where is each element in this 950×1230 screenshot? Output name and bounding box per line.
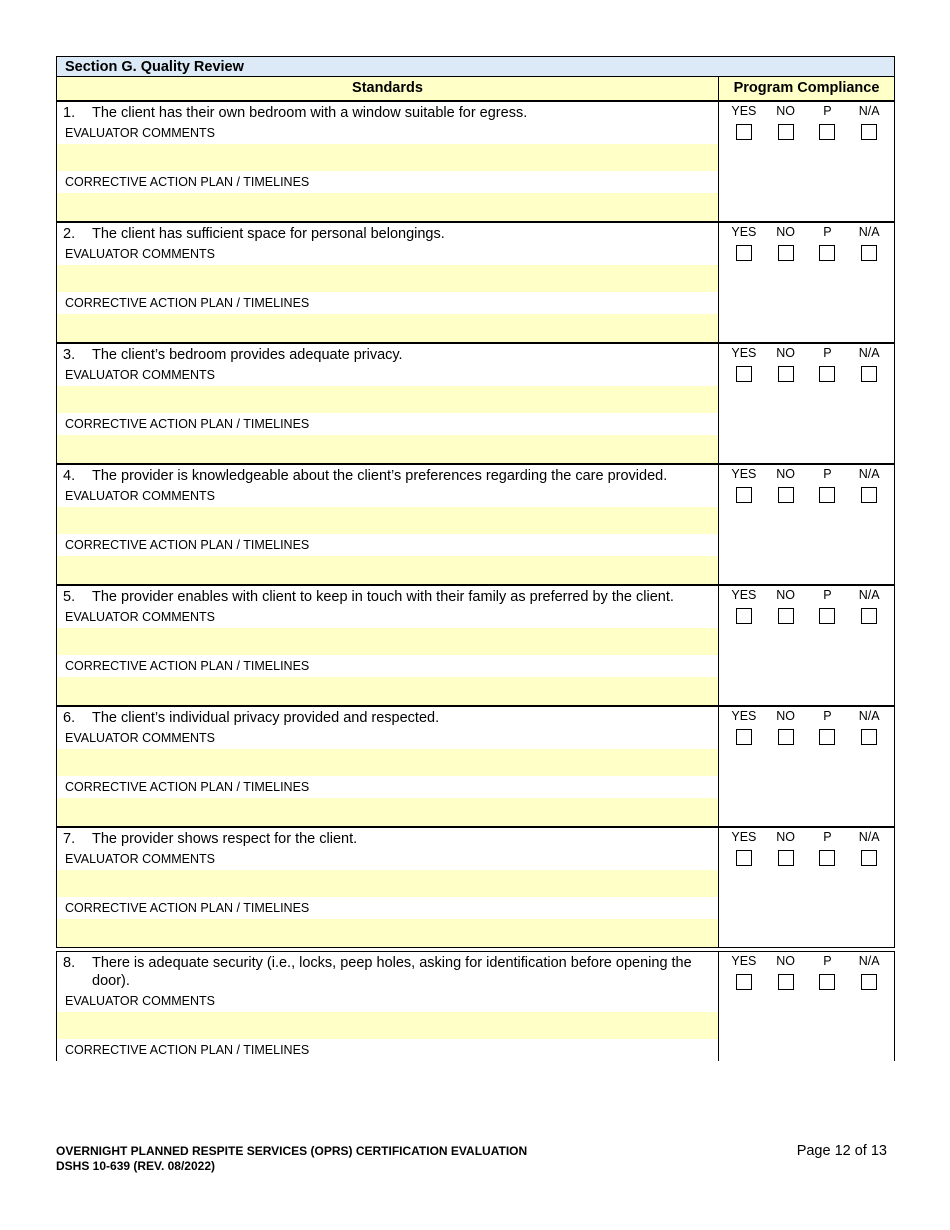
standard-text-row: [57, 102, 718, 122]
compliance-checkbox-group: [719, 467, 894, 503]
compliance-checkbox-group: [719, 709, 894, 745]
compliance-option-label: NO: [776, 830, 795, 844]
compliance-checkbox-no[interactable]: [778, 850, 794, 866]
corrective-action-label: CORRECTIVE ACTION PLAN / TIMELINES: [65, 417, 310, 431]
standards-header: Standards: [57, 77, 719, 100]
compliance-option-label: P: [823, 225, 832, 239]
evaluator-comments-field[interactable]: [57, 628, 718, 655]
standard-content: [57, 707, 719, 826]
compliance-option-label: YES: [731, 954, 757, 968]
compliance-checkbox-p[interactable]: [819, 124, 835, 140]
evaluator-comments-field[interactable]: [57, 144, 718, 171]
standard-number: 6.: [63, 710, 76, 726]
evaluator-comments-label: EVALUATOR COMMENTS: [65, 994, 216, 1008]
compliance-option-yes: [724, 954, 764, 990]
evaluator-comments-field[interactable]: [57, 749, 718, 776]
standard-number: 2.: [63, 226, 76, 242]
compliance-option-p: [807, 467, 847, 503]
compliance-option-p: [807, 709, 847, 745]
compliance-checkbox-p[interactable]: [819, 245, 835, 261]
compliance-option-no: [766, 104, 806, 140]
standard-item: [56, 464, 895, 585]
compliance-option-na: [849, 830, 889, 866]
compliance-checkbox-group: [719, 588, 894, 624]
evaluator-comments-label: EVALUATOR COMMENTS: [65, 852, 216, 866]
standard-content: [57, 223, 719, 342]
standard-text-row: [57, 707, 718, 727]
corrective-action-label: CORRECTIVE ACTION PLAN / TIMELINES: [65, 175, 310, 189]
quality-review-form: [56, 56, 895, 1061]
corrective-action-field[interactable]: [57, 556, 718, 584]
standard-text-row: [57, 586, 718, 606]
standard-text: The client’s individual privacy provided and respected.: [92, 710, 440, 726]
compliance-checkbox-na[interactable]: [861, 487, 877, 503]
compliance-checkbox-na[interactable]: [861, 608, 877, 624]
corrective-action-field[interactable]: [57, 314, 718, 342]
compliance-checkbox-yes[interactable]: [736, 850, 752, 866]
standard-text-row: [57, 344, 718, 364]
corrective-action-field[interactable]: [57, 435, 718, 463]
compliance-option-p: [807, 954, 847, 990]
compliance-options: [719, 223, 894, 342]
compliance-option-na: [849, 225, 889, 261]
standard-item: [56, 585, 895, 706]
compliance-option-label: N/A: [858, 954, 880, 968]
standard-item: [56, 827, 895, 948]
compliance-option-label: NO: [776, 954, 795, 968]
standard-number: 5.: [63, 589, 76, 605]
standard-item: [56, 951, 895, 1061]
compliance-option-na: [849, 104, 889, 140]
compliance-option-yes: [724, 346, 764, 382]
standard-number: 3.: [63, 347, 76, 363]
compliance-option-p: [807, 346, 847, 382]
evaluator-comments-field[interactable]: [57, 265, 718, 292]
compliance-option-label: NO: [776, 467, 795, 481]
standard-content: [57, 828, 719, 947]
corrective-action-label: CORRECTIVE ACTION PLAN / TIMELINES: [65, 538, 310, 552]
compliance-option-label: P: [823, 467, 832, 481]
compliance-checkbox-group: [719, 346, 894, 382]
corrective-action-label: CORRECTIVE ACTION PLAN / TIMELINES: [65, 780, 310, 794]
compliance-option-label: N/A: [858, 830, 880, 844]
corrective-action-field[interactable]: [57, 193, 718, 221]
evaluator-comments-label: EVALUATOR COMMENTS: [65, 368, 216, 382]
compliance-option-yes: [724, 709, 764, 745]
compliance-option-p: [807, 104, 847, 140]
compliance-checkbox-no[interactable]: [778, 487, 794, 503]
standard-item: [56, 101, 895, 222]
standard-text: The client’s bedroom provides adequate privacy.: [92, 347, 403, 363]
standard-number: 1.: [63, 105, 76, 121]
compliance-option-no: [766, 588, 806, 624]
compliance-option-label: YES: [731, 467, 757, 481]
compliance-option-na: [849, 709, 889, 745]
compliance-option-label: NO: [776, 588, 795, 602]
compliance-checkbox-no[interactable]: [778, 608, 794, 624]
standard-text: There is adequate security (i.e., locks, peep holes, asking for identification before opening the door).: [92, 955, 692, 989]
compliance-option-label: N/A: [858, 467, 880, 481]
compliance-option-no: [766, 346, 806, 382]
compliance-options: [719, 465, 894, 584]
evaluator-comments-label: EVALUATOR COMMENTS: [65, 610, 216, 624]
compliance-option-no: [766, 709, 806, 745]
standard-text-row: [57, 223, 718, 243]
compliance-option-label: NO: [776, 104, 795, 118]
compliance-option-label: N/A: [858, 346, 880, 360]
compliance-checkbox-group: [719, 225, 894, 261]
corrective-action-label: CORRECTIVE ACTION PLAN / TIMELINES: [65, 901, 310, 915]
compliance-options: [719, 828, 894, 947]
corrective-action-field[interactable]: [57, 798, 718, 826]
compliance-checkbox-yes[interactable]: [736, 366, 752, 382]
compliance-checkbox-p[interactable]: [819, 608, 835, 624]
compliance-checkbox-p[interactable]: [819, 974, 835, 990]
standard-text: The provider enables with client to keep in touch with their family as preferred by the client.: [92, 589, 674, 605]
compliance-checkbox-p[interactable]: [819, 366, 835, 382]
standard-item: [56, 706, 895, 827]
compliance-checkbox-p[interactable]: [819, 850, 835, 866]
compliance-option-label: P: [823, 104, 832, 118]
compliance-checkbox-no[interactable]: [778, 729, 794, 745]
compliance-option-na: [849, 954, 889, 990]
evaluator-comments-label: EVALUATOR COMMENTS: [65, 489, 216, 503]
compliance-option-na: [849, 588, 889, 624]
corrective-action-field[interactable]: [57, 677, 718, 705]
compliance-option-yes: [724, 467, 764, 503]
compliance-options: [719, 102, 894, 221]
evaluator-comments-label: EVALUATOR COMMENTS: [65, 247, 216, 261]
evaluator-comments-field[interactable]: [57, 870, 718, 897]
compliance-checkbox-no[interactable]: [778, 366, 794, 382]
compliance-option-yes: [724, 104, 764, 140]
compliance-option-label: P: [823, 588, 832, 602]
compliance-checkbox-yes[interactable]: [736, 245, 752, 261]
standard-content: [57, 465, 719, 584]
compliance-checkbox-no[interactable]: [778, 124, 794, 140]
compliance-option-no: [766, 467, 806, 503]
compliance-checkbox-na[interactable]: [861, 245, 877, 261]
compliance-option-label: NO: [776, 346, 795, 360]
compliance-option-label: YES: [731, 588, 757, 602]
compliance-option-label: YES: [731, 346, 757, 360]
compliance-option-yes: [724, 830, 764, 866]
compliance-checkbox-yes[interactable]: [736, 124, 752, 140]
compliance-checkbox-yes[interactable]: [736, 729, 752, 745]
standard-content: [57, 586, 719, 705]
compliance-checkbox-group: [719, 830, 894, 866]
compliance-checkbox-no[interactable]: [778, 974, 794, 990]
compliance-option-label: YES: [731, 709, 757, 723]
compliance-option-label: YES: [731, 225, 757, 239]
standard-text-row: [57, 828, 718, 848]
compliance-option-no: [766, 830, 806, 866]
compliance-option-label: NO: [776, 709, 795, 723]
standard-text: The client has their own bedroom with a window suitable for egress.: [92, 105, 528, 121]
compliance-checkbox-yes[interactable]: [736, 974, 752, 990]
standard-number: 8.: [63, 955, 76, 971]
compliance-option-na: [849, 346, 889, 382]
compliance-options: [719, 707, 894, 826]
compliance-option-yes: [724, 588, 764, 624]
standard-number: 7.: [63, 831, 76, 847]
compliance-checkbox-na[interactable]: [861, 729, 877, 745]
evaluator-comments-label: EVALUATOR COMMENTS: [65, 126, 216, 140]
compliance-option-label: N/A: [858, 588, 880, 602]
compliance-option-no: [766, 225, 806, 261]
compliance-checkbox-p[interactable]: [819, 729, 835, 745]
compliance-option-label: YES: [731, 104, 757, 118]
compliance-option-label: N/A: [858, 104, 880, 118]
compliance-checkbox-p[interactable]: [819, 487, 835, 503]
compliance-option-label: N/A: [858, 709, 880, 723]
standard-text-row: [57, 465, 718, 485]
compliance-option-p: [807, 225, 847, 261]
standard-item: [56, 343, 895, 464]
compliance-option-label: P: [823, 954, 832, 968]
compliance-checkbox-na[interactable]: [861, 974, 877, 990]
standards-list: [56, 101, 895, 1061]
compliance-option-na: [849, 467, 889, 503]
column-headers: [56, 77, 895, 101]
standard-text-row: [57, 952, 718, 990]
compliance-option-label: P: [823, 709, 832, 723]
compliance-options: [719, 344, 894, 463]
compliance-option-label: N/A: [858, 225, 880, 239]
evaluator-comments-field[interactable]: [57, 507, 718, 534]
compliance-option-label: NO: [776, 225, 795, 239]
compliance-checkbox-yes[interactable]: [736, 608, 752, 624]
page-number: Page 12 of 13: [796, 1143, 887, 1159]
standard-content: [57, 952, 719, 1061]
compliance-options: [719, 952, 894, 1061]
compliance-option-label: P: [823, 830, 832, 844]
compliance-checkbox-na[interactable]: [861, 850, 877, 866]
compliance-option-p: [807, 830, 847, 866]
compliance-header: Program Compliance: [733, 80, 880, 96]
corrective-action-label: CORRECTIVE ACTION PLAN / TIMELINES: [65, 659, 310, 673]
compliance-checkbox-group: [719, 104, 894, 140]
standard-text: The provider shows respect for the client.: [92, 831, 358, 847]
standard-text: The provider is knowledgeable about the client’s preferences regarding the care provided.: [92, 468, 668, 484]
form-number: DSHS 10-639 (REV. 08/2022): [56, 1159, 215, 1173]
compliance-option-yes: [724, 225, 764, 261]
standard-content: [57, 344, 719, 463]
compliance-option-label: P: [823, 346, 832, 360]
compliance-checkbox-group: [719, 954, 894, 990]
compliance-checkbox-no[interactable]: [778, 245, 794, 261]
compliance-checkbox-na[interactable]: [861, 124, 877, 140]
evaluator-comments-label: EVALUATOR COMMENTS: [65, 731, 216, 745]
standard-content: [57, 102, 719, 221]
evaluator-comments-field[interactable]: [57, 1012, 718, 1039]
corrective-action-label: CORRECTIVE ACTION PLAN / TIMELINES: [65, 1043, 310, 1057]
standard-text: The client has sufficient space for personal belongings.: [92, 226, 445, 242]
corrective-action-label: CORRECTIVE ACTION PLAN / TIMELINES: [65, 296, 310, 310]
form-title: OVERNIGHT PLANNED RESPITE SERVICES (OPRS) CERTIFICATION EVALUATION: [56, 1144, 528, 1158]
standard-number: 4.: [63, 468, 76, 484]
compliance-checkbox-na[interactable]: [861, 366, 877, 382]
corrective-action-field[interactable]: [57, 919, 718, 947]
compliance-option-no: [766, 954, 806, 990]
compliance-option-p: [807, 588, 847, 624]
evaluator-comments-field[interactable]: [57, 386, 718, 413]
section-title: Section G. Quality Review: [56, 56, 895, 77]
standard-item: [56, 222, 895, 343]
compliance-option-label: YES: [731, 830, 757, 844]
compliance-checkbox-yes[interactable]: [736, 487, 752, 503]
compliance-options: [719, 586, 894, 705]
